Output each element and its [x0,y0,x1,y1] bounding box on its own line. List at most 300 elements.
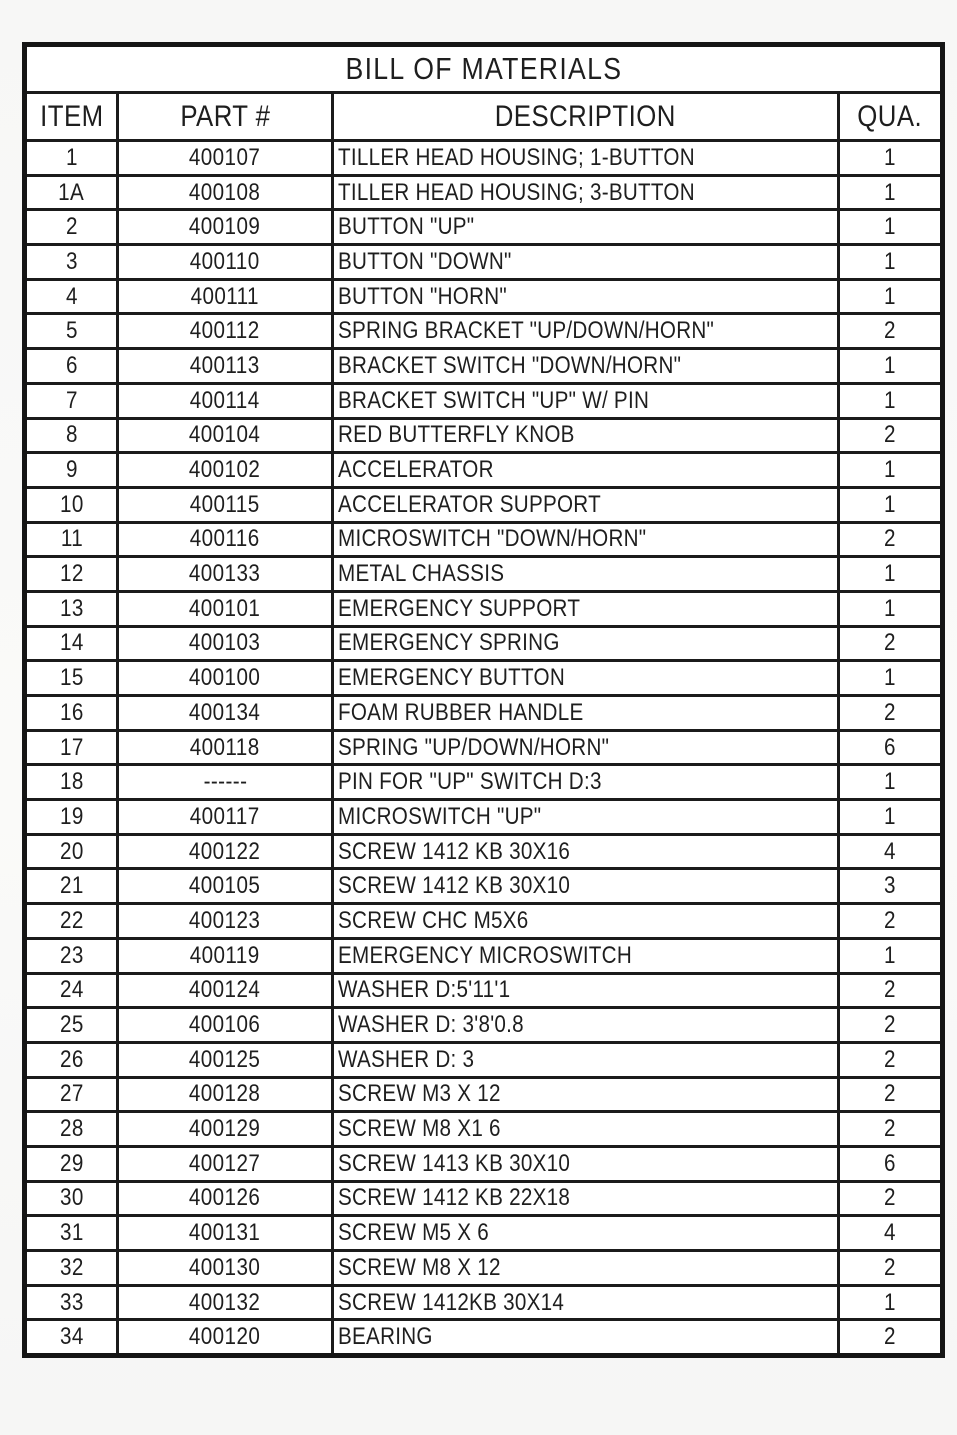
title-row [25,45,943,93]
column-header-part-number: PART # [118,93,333,141]
description-text: SCREW M8 X 12 [338,1253,501,1281]
part-number: 400132 [189,1288,261,1316]
quantity-cell [839,175,943,210]
quantity-value: 2 [884,317,896,345]
table-row [25,800,943,835]
quantity-cell [839,1285,943,1320]
table-row [25,1251,943,1286]
part-number-cell [118,869,333,904]
item-number: 19 [59,802,84,830]
item-cell [25,245,118,280]
description-text: ACCELERATOR SUPPORT [338,490,601,518]
description-cell [333,245,839,280]
item-cell [25,973,118,1008]
part-number-cell [118,141,333,176]
description-text: BUTTON "DOWN" [338,247,512,275]
part-number: 400111 [190,282,260,310]
item-cell [25,1112,118,1147]
part-number: 400104 [189,421,261,449]
description-cell [333,487,839,522]
table-body [25,141,943,1356]
part-number: 400120 [189,1323,261,1351]
table-row [25,869,943,904]
part-number: 400133 [189,560,261,588]
part-number: 400100 [189,664,261,692]
part-number: 400110 [190,247,260,275]
table-row [25,904,943,939]
quantity-cell [839,626,943,661]
description-cell [333,800,839,835]
item-number: 1A [58,178,85,206]
table-row [25,210,943,245]
part-number: 400123 [189,906,261,934]
quantity-value: 1 [884,560,896,588]
quantity-value: 2 [884,1115,896,1143]
table-row [25,418,943,453]
description-cell [333,418,839,453]
part-number: 400103 [189,629,261,657]
description-text: EMERGENCY SPRING [338,629,560,657]
table-row [25,314,943,349]
description-text: TILLER HEAD HOUSING; 3-BUTTON [338,178,695,206]
description-text: EMERGENCY SUPPORT [338,594,581,622]
part-number: 400101 [189,594,261,622]
description-cell [333,453,839,488]
bill-of-materials-table [22,42,945,1358]
description-cell [333,141,839,176]
quantity-cell [839,557,943,592]
table-row [25,453,943,488]
description-cell [333,904,839,939]
item-number: 10 [59,490,84,518]
quantity-cell [839,349,943,384]
description-text: SCREW 1412KB 30X14 [338,1288,565,1316]
item-cell [25,1181,118,1216]
quantity-cell [839,869,943,904]
table-row [25,1285,943,1320]
item-cell [25,765,118,800]
part-number: 400131 [189,1219,261,1247]
quantity-value: 2 [884,1253,896,1281]
description-text: SCREW M3 X 12 [338,1080,501,1108]
quantity-value: 6 [884,733,896,761]
item-cell [25,349,118,384]
part-number-cell [118,730,333,765]
part-number: 400102 [189,456,261,484]
quantity-value: 2 [884,698,896,726]
quantity-value: 2 [884,1011,896,1039]
table-row [25,1181,943,1216]
quantity-cell [839,314,943,349]
part-number-cell [118,1146,333,1181]
part-number: 400112 [190,317,260,345]
item-cell [25,1320,118,1356]
item-cell [25,730,118,765]
quantity-cell [839,591,943,626]
item-cell [25,1008,118,1043]
part-number-cell [118,1077,333,1112]
description-cell [333,1320,839,1356]
item-number: 8 [65,421,78,449]
description-text: PIN FOR "UP" SWITCH D:3 [338,768,602,796]
item-number: 17 [59,733,84,761]
part-number: 400125 [189,1045,261,1073]
item-cell [25,453,118,488]
description-cell [333,1216,839,1251]
part-number: 400126 [189,1184,261,1212]
description-cell [333,973,839,1008]
quantity-value: 1 [884,178,896,206]
part-number-cell [118,279,333,314]
part-number: 400108 [189,178,261,206]
description-cell [333,938,839,973]
description-text: BRACKET SWITCH "DOWN/HORN" [338,351,682,379]
part-number: 400119 [190,941,260,969]
item-number: 34 [59,1323,84,1351]
quantity-value: 1 [884,490,896,518]
quantity-cell [839,1181,943,1216]
column-header-description: DESCRIPTION [333,93,839,141]
item-number: 25 [59,1011,84,1039]
table-row [25,383,943,418]
item-cell [25,314,118,349]
description-cell [333,591,839,626]
quantity-cell [839,141,943,176]
part-number-cell [118,1112,333,1147]
item-number: 18 [59,768,84,796]
item-cell [25,869,118,904]
table-row [25,1077,943,1112]
quantity-value: 2 [884,1323,896,1351]
item-number: 12 [59,560,84,588]
column-header-quantity: QUA. [839,93,943,141]
description-text: BUTTON "UP" [338,213,475,241]
quantity-cell [839,1320,943,1356]
part-number-cell [118,245,333,280]
quantity-value: 4 [884,1219,896,1247]
item-cell [25,1146,118,1181]
item-cell [25,626,118,661]
quantity-cell [839,1077,943,1112]
item-cell [25,557,118,592]
part-number-cell [118,1181,333,1216]
item-number: 15 [59,664,84,692]
quantity-cell [839,522,943,557]
table-row [25,834,943,869]
quantity-cell [839,383,943,418]
quantity-cell [839,453,943,488]
description-text: SCREW 1412 KB 30X16 [338,837,571,865]
part-number-cell [118,591,333,626]
table-row [25,487,943,522]
part-number: 400114 [190,386,260,414]
table-row [25,557,943,592]
item-number: 1 [65,143,78,171]
part-number: 400127 [189,1149,261,1177]
part-number-cell [118,696,333,731]
item-number: 33 [59,1288,84,1316]
quantity-value: 1 [884,143,896,171]
part-number-cell [118,973,333,1008]
quantity-value: 1 [884,213,896,241]
part-number-cell [118,1042,333,1077]
description-cell [333,1008,839,1043]
table-row [25,279,943,314]
description-text: SCREW 1412 KB 30X10 [338,872,571,900]
quantity-value: 4 [884,837,896,865]
description-cell [333,522,839,557]
table-row [25,1146,943,1181]
quantity-cell [839,1251,943,1286]
quantity-cell [839,834,943,869]
quantity-cell [839,1008,943,1043]
table-row [25,661,943,696]
item-cell [25,1042,118,1077]
table-row [25,765,943,800]
item-cell [25,800,118,835]
part-number: 400130 [189,1253,261,1281]
item-number: 30 [59,1184,84,1212]
item-number: 6 [65,351,78,379]
part-number-cell [118,175,333,210]
quantity-cell [839,1216,943,1251]
quantity-cell [839,210,943,245]
table-row [25,141,943,176]
part-number: 400116 [190,525,260,553]
description-text: EMERGENCY MICROSWITCH [338,941,633,969]
quantity-value: 1 [884,282,896,310]
description-text: SCREW M8 X1 6 [338,1115,501,1143]
description-cell [333,1112,839,1147]
description-cell [333,696,839,731]
item-cell [25,904,118,939]
part-number-cell [118,661,333,696]
description-cell [333,349,839,384]
part-number-cell [118,487,333,522]
description-text: SCREW CHC M5X6 [338,906,529,934]
quantity-cell [839,279,943,314]
part-number-cell [118,557,333,592]
item-number: 31 [59,1219,84,1247]
table-row [25,1042,943,1077]
item-number: 5 [65,317,78,345]
item-number: 14 [59,629,84,657]
description-text: SPRING "UP/DOWN/HORN" [338,733,610,761]
description-cell [333,279,839,314]
part-number-cell [118,1320,333,1356]
quantity-cell [839,973,943,1008]
quantity-value: 3 [884,872,896,900]
description-text: MICROSWITCH "DOWN/HORN" [338,525,647,553]
description-cell [333,1181,839,1216]
quantity-value: 2 [884,421,896,449]
description-text: WASHER D:5'11'1 [338,976,511,1004]
description-cell [333,1146,839,1181]
item-cell [25,279,118,314]
quantity-value: 1 [884,351,896,379]
quantity-cell [839,487,943,522]
part-number-cell [118,626,333,661]
quantity-value: 1 [884,456,896,484]
item-cell [25,487,118,522]
description-cell [333,1251,839,1286]
item-cell [25,661,118,696]
part-number-cell [118,1008,333,1043]
quantity-value: 2 [884,1080,896,1108]
description-cell [333,834,839,869]
part-number: 400106 [189,1011,261,1039]
part-number: 400128 [189,1080,261,1108]
description-text: SCREW 1413 KB 30X10 [338,1149,571,1177]
part-number-cell [118,314,333,349]
description-text: BRACKET SWITCH "UP" W/ PIN [338,386,650,414]
page-title-text: BILL OF MATERIALS [345,51,622,86]
page-title [25,45,943,93]
item-number: 32 [59,1253,84,1281]
item-number: 26 [59,1045,84,1073]
item-number: 24 [59,976,84,1004]
description-cell [333,175,839,210]
description-text: FOAM RUBBER HANDLE [338,698,584,726]
part-number-cell [118,1251,333,1286]
quantity-cell [839,938,943,973]
item-cell [25,141,118,176]
description-text: BUTTON "HORN" [338,282,507,310]
part-number: 400105 [189,872,261,900]
quantity-value: 2 [884,906,896,934]
part-number-cell [118,765,333,800]
item-number: 2 [65,213,78,241]
quantity-cell [839,765,943,800]
item-cell [25,1077,118,1112]
part-number-cell [118,834,333,869]
part-number-cell [118,938,333,973]
quantity-value: 2 [884,1045,896,1073]
part-number: 400113 [190,351,260,379]
quantity-value: 2 [884,525,896,553]
table-row [25,1112,943,1147]
description-text: WASHER D: 3'8'0.8 [338,1011,524,1039]
part-number: 400115 [190,490,260,518]
quantity-cell [839,1112,943,1147]
description-text: SPRING BRACKET "UP/DOWN/HORN" [338,317,715,345]
description-cell [333,557,839,592]
table-row [25,1008,943,1043]
item-cell [25,175,118,210]
column-header-item: ITEM [25,93,118,141]
item-cell [25,383,118,418]
quantity-value: 2 [884,1184,896,1212]
table-row [25,730,943,765]
quantity-cell [839,730,943,765]
description-text: TILLER HEAD HOUSING; 1-BUTTON [338,143,695,171]
part-number-cell [118,904,333,939]
description-text: MICROSWITCH "UP" [338,802,542,830]
description-cell [333,869,839,904]
part-number: 400117 [190,802,260,830]
table-row [25,1320,943,1356]
item-number: 11 [60,525,83,553]
table-row [25,938,943,973]
item-number: 27 [59,1080,84,1108]
table-row [25,349,943,384]
description-cell [333,661,839,696]
item-number: 28 [59,1115,84,1143]
description-cell [333,210,839,245]
quantity-value: 1 [884,941,896,969]
description-text: METAL CHASSIS [338,560,505,588]
item-number: 3 [65,247,78,275]
table-row [25,696,943,731]
description-cell [333,730,839,765]
description-text: SCREW 1412 KB 22X18 [338,1184,571,1212]
quantity-value: 1 [884,247,896,275]
part-number-cell [118,210,333,245]
item-cell [25,591,118,626]
quantity-cell [839,904,943,939]
part-number: 400124 [189,976,261,1004]
item-number: 22 [59,906,84,934]
item-number: 21 [59,872,84,900]
part-number: 400129 [189,1115,261,1143]
quantity-cell [839,245,943,280]
column-header-row [25,93,943,141]
quantity-value: 1 [884,664,896,692]
part-number-cell [118,1216,333,1251]
quantity-value: 1 [884,386,896,414]
part-number-cell [118,383,333,418]
item-cell [25,834,118,869]
description-cell [333,1077,839,1112]
description-text: SCREW M5 X 6 [338,1219,490,1247]
part-number-cell [118,522,333,557]
table-row [25,626,943,661]
description-text: ACCELERATOR [338,456,494,484]
item-cell [25,210,118,245]
item-number: 13 [59,594,84,622]
part-number-cell [118,1285,333,1320]
item-number: 7 [65,386,78,414]
quantity-value: 1 [884,594,896,622]
description-cell [333,314,839,349]
table-row [25,973,943,1008]
item-number: 16 [59,698,84,726]
part-number: 400107 [189,143,261,171]
description-cell [333,1042,839,1077]
quantity-value: 1 [884,802,896,830]
quantity-value: 6 [884,1149,896,1177]
item-cell [25,1216,118,1251]
part-number-cell [118,453,333,488]
part-number: ------ [203,768,247,796]
item-number: 4 [65,282,78,310]
table-row [25,522,943,557]
item-number: 29 [59,1149,84,1177]
description-text: RED BUTTERFLY KNOB [338,421,575,449]
part-number-cell [118,800,333,835]
item-number: 20 [59,837,84,865]
item-cell [25,696,118,731]
part-number-cell [118,418,333,453]
table-row [25,245,943,280]
part-number: 400134 [189,698,261,726]
description-cell [333,383,839,418]
quantity-cell [839,696,943,731]
description-cell [333,765,839,800]
table-row [25,175,943,210]
description-cell [333,626,839,661]
item-number: 9 [65,456,78,484]
